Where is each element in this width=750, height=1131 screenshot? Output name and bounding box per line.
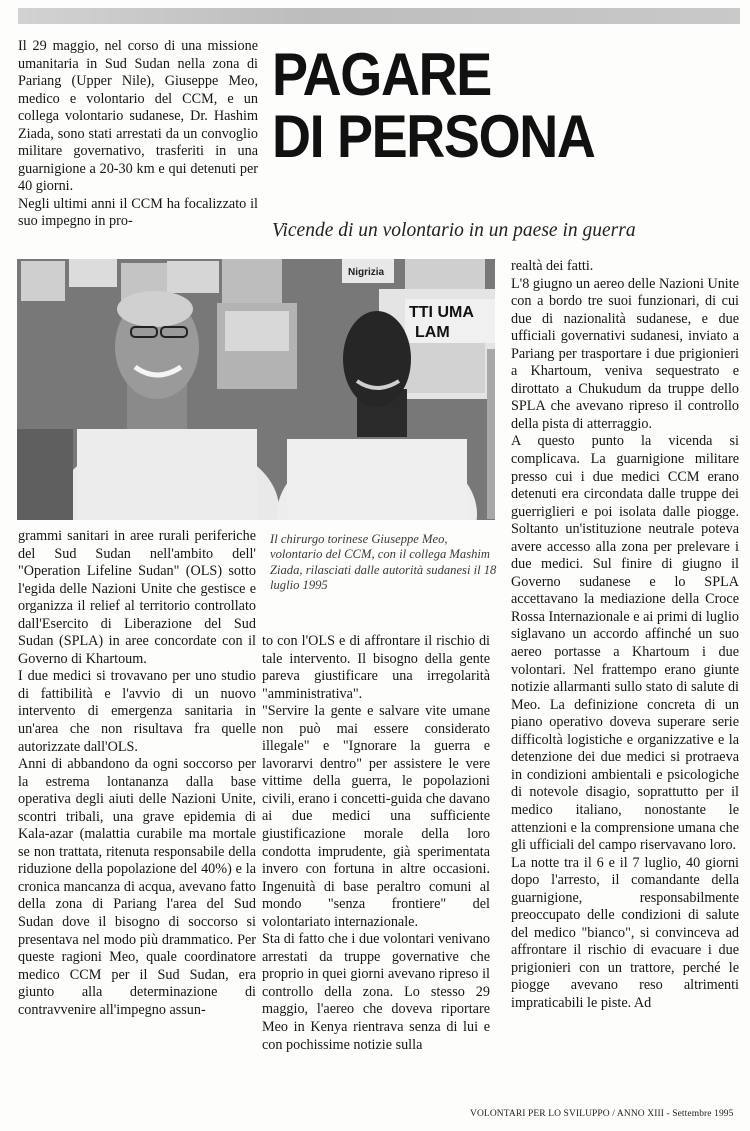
paragraph: to con l'OLS e di affrontare il rischio di tale intervento. Il bisogno della gente pareva giustificare una irregolarità "amministrativa". [262,633,490,702]
column-1-top [18,38,258,231]
column-2 [262,633,490,1054]
article-subtitle: Vicende di un volontario in un paese in guerra [272,220,636,241]
paragraph: grammi sanitari in aree rurali periferiche del Sud Sudan nell'ambito dell' "Operation Lifeline Sudan" (OLS) sotto l'egida delle Nazioni Unite che gestisce e organizza il relief al territorio controllato dall'Esercito di Liberazione del Sud Sudan (SPLA) in aree concordate con il Governo di Khartoum. [18,528,256,667]
title-line: DI PERSONA [272,103,595,170]
title-line: PAGARE [272,41,491,108]
photo-illustration [17,259,495,520]
page-footer: VOLONTARI PER LO SVILUPPO / ANNO XIII - Settembre 1995 [470,1109,734,1119]
column-1-bottom [18,528,256,1019]
article-photo [17,259,495,520]
paragraph: I due medici si trovavano per uno studio di fattibilità e l'avvio di un nuovo intervento di emergenza sanitaria in un'area che non risultava fra quelle autorizzate dall'OLS. [18,668,256,755]
header-bar [18,8,740,24]
article-title [272,41,695,170]
paragraph: "Servire la gente e salvare vite umane non può mai essere considerato illegale" e "Ignorare la guerra e lavorarvi dentro" per assistere le vere vittime della guerra, le popolazioni civili, erano i concetti-guida che davano ai due medici una sufficiente giustificazione morale della loro condotta imprudente, già sperimentata invero con fortuna in altre occasioni. Ingenuità di base peraltro comuni al mondo "senza frontiere" del volontariato internazionale. [262,703,490,930]
magazine-label: Nigrizia [348,267,385,278]
paragraph: Il 29 maggio, nel corso di una missione umanitaria in Sud Sudan nella zona di Pariang (Upper Nile), Giuseppe Meo, medico e volontario del CCM, e un collega volontario sudanese, Dr. Hashim Ziada, sono stati arrestati da un convoglio militare governativo, trasferiti in una guarnigione a 20-30 km e qui detenuti per 40 giorni. [18,38,258,195]
poster-text: LAM [415,324,450,341]
photo-caption: Il chirurgo torinese Giuseppe Meo, volontario del CCM, con il collega Mashim Ziada, rilasciati dalle autorità sudanesi il 18 luglio 1995 [270,532,497,593]
paragraph: A questo punto la vicenda si complicava. La guarnigione militare presso cui i due medici CCM erano detenuti era circondata dalle truppe dei guerriglieri e poi isolata dalle piogge. Soltanto un'istituzione neutrale poteva avere accesso alla zona per prelevare i due medici. Sul finire di giugno il Governo sudanese e lo SPLA accettavano la mediazione della Croce Rossa Internazionale e ai primi di luglio siglavano un accordo affinché un suo aereo portasse a Khartoum i due volontari. Nel frattempo erano giunte notizie allarmanti sullo stato di salute di Meo. La definizione concreta di un piano operativo doveva superare serie difficoltà logistiche e organizzative e la detenzione dei due medici si protraeva in condizioni ambientali e psicologiche di notevole disagio, soprattutto per il medico italiano, nonostante le attenzioni e la comprensione umana che gli ufficiali del campo riservavano loro. [511,433,739,854]
paragraph: Sta di fatto che i due volontari venivano arrestati da truppe governative che proprio in quei giorni avevano ripreso il controllo della zona. Lo stesso 29 maggio, l'aereo che doveva riportare Meo in Kenya rientrava senza di lui e con pochissime notizie sulla [262,931,490,1053]
paragraph: realtà dei fatti. [511,258,594,274]
paragraph: L'8 giugno un aereo delle Nazioni Unite con a bordo tre suoi funzionari, di cui due di nazionalità sudanese, e due ufficiali governativi sudanesi, inviato a Pariang per trasportare i due prigionieri a Khartoum, veniva sequestrato e dirottato a Chukudum da truppe dello SPLA che avevano ripreso il controllo della pista di atterraggio. [511,275,739,432]
column-3 [511,258,739,1013]
paragraph: Anni di abbandono da ogni soccorso per la estrema lontananza dalla base operativa degli aiuti delle Nazioni Unite, scontri tribali, una grave epidemia di Kala-azar (malattia curabile ma mortale se non trattata, ritenuta responsabile della riduzione della popolazione del 40%) e la cronica mancanza di acqua, avevano fatto della zona di Pariang l'area del Sud Sudan dove il bisogno di soccorso si presentava nel modo più drammatico. Per queste ragioni Meo, quale coordinatore medico CCM per il Sud Sudan, era giunto alla determinazione di contravvenire all'impegno assun- [18,756,256,1018]
paragraph: Negli ultimi anni il CCM ha focalizzato il suo impegno in pro- [18,195,258,230]
poster-text: TTI UMA [409,304,474,321]
paragraph: La notte tra il 6 e il 7 luglio, 40 giorni dopo l'arresto, il comandante della guarnigione, responsabilmente preoccupato delle condizioni di salute del medico "bianco", si convinceva ad affrontare il rischio di evacuare i due prigionieri con un trattore, perché le piogge avevano reso altrimenti impraticabili le piste. Ad [511,854,739,1011]
